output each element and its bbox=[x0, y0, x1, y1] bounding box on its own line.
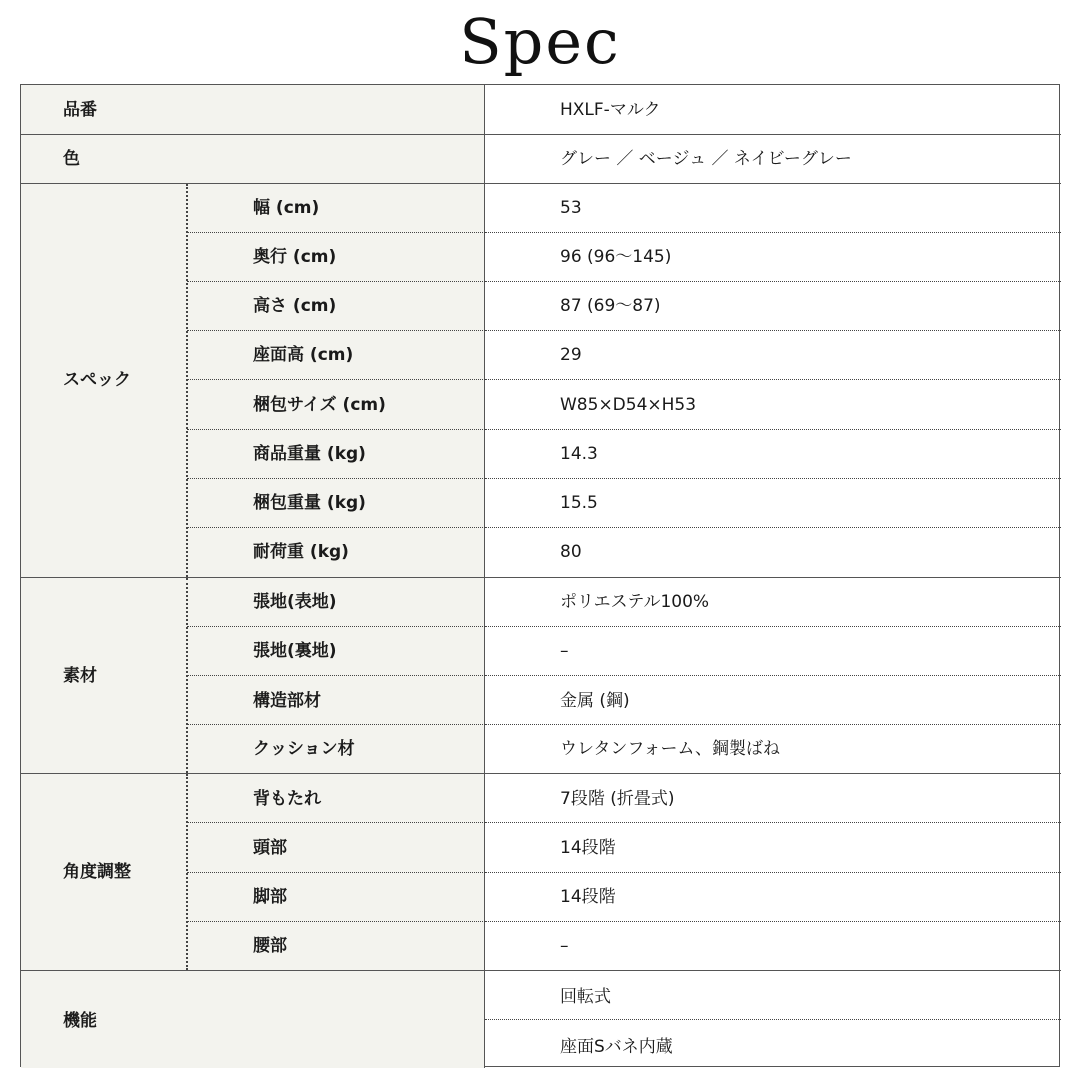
dotted-divider bbox=[485, 1019, 1061, 1020]
spec-value-height: 87 (69〜87) bbox=[560, 296, 661, 316]
group-divider-vertical bbox=[186, 184, 188, 577]
spec-value-load-capacity: 80 bbox=[560, 542, 582, 562]
material-label-upholstery-inner: 張地(裏地) bbox=[253, 641, 337, 661]
dotted-divider bbox=[187, 379, 485, 380]
dotted-divider bbox=[485, 872, 1061, 873]
dotted-divider bbox=[187, 626, 485, 627]
spec-label-depth: 奥行 (cm) bbox=[253, 247, 337, 267]
row-divider bbox=[21, 577, 1061, 578]
spec-label-package-size: 梱包サイズ (cm) bbox=[253, 395, 386, 415]
spec-value-depth: 96 (96〜145) bbox=[560, 247, 672, 267]
material-label-upholstery-outer: 張地(表地) bbox=[253, 592, 337, 612]
spec-label-seat-height: 座面高 (cm) bbox=[253, 345, 354, 365]
material-label-cushion: クッション材 bbox=[253, 739, 355, 759]
row-divider bbox=[21, 970, 1061, 971]
dotted-divider bbox=[187, 232, 485, 233]
material-value-upholstery-outer: ポリエステル100% bbox=[560, 592, 710, 612]
spec-value-package-size: W85×D54×H53 bbox=[560, 395, 697, 415]
angle-value-head: 14段階 bbox=[560, 838, 616, 858]
spec-value-product-weight: 14.3 bbox=[560, 444, 598, 464]
group-label-spec: スペック bbox=[63, 370, 131, 390]
dotted-divider bbox=[187, 527, 485, 528]
dotted-divider bbox=[187, 675, 485, 676]
dotted-divider bbox=[485, 724, 1061, 725]
angle-value-leg: 14段階 bbox=[560, 887, 616, 907]
dotted-divider bbox=[187, 281, 485, 282]
dotted-divider bbox=[485, 429, 1061, 430]
spec-label-package-weight: 梱包重量 (kg) bbox=[253, 493, 366, 513]
dotted-divider bbox=[187, 429, 485, 430]
spec-table bbox=[20, 84, 1060, 1067]
page-title: Spec bbox=[459, 5, 621, 78]
material-label-structure: 構造部材 bbox=[253, 691, 321, 711]
row-divider bbox=[21, 183, 1061, 184]
row-divider bbox=[21, 134, 1061, 135]
material-value-structure: 金属 (鋼) bbox=[560, 691, 630, 711]
function-value-spring: 座面Sバネ内蔵 bbox=[560, 1037, 673, 1057]
dotted-divider bbox=[485, 921, 1061, 922]
angle-label-backrest: 背もたれ bbox=[253, 789, 321, 809]
row-value-color: グレー ／ ベージュ ／ ネイビーグレー bbox=[560, 149, 852, 169]
angle-value-backrest: 7段階 (折畳式) bbox=[560, 789, 675, 809]
dotted-divider bbox=[485, 478, 1061, 479]
dotted-divider bbox=[187, 822, 485, 823]
group-label-function: 機能 bbox=[63, 1011, 97, 1031]
dotted-divider bbox=[485, 626, 1061, 627]
angle-label-leg: 脚部 bbox=[253, 887, 287, 907]
dotted-divider bbox=[187, 921, 485, 922]
dotted-divider bbox=[485, 527, 1061, 528]
material-value-upholstery-inner: – bbox=[560, 641, 569, 661]
dotted-divider bbox=[485, 379, 1061, 380]
dotted-divider bbox=[187, 478, 485, 479]
row-label-color: 色 bbox=[63, 149, 80, 169]
spec-label-width: 幅 (cm) bbox=[253, 198, 320, 218]
row-value-hinban: HXLF-マルク bbox=[560, 100, 661, 120]
dotted-divider bbox=[187, 330, 485, 331]
spec-value-seat-height: 29 bbox=[560, 345, 582, 365]
dotted-divider bbox=[485, 330, 1061, 331]
function-value-rotation: 回転式 bbox=[560, 987, 611, 1007]
row-divider bbox=[21, 773, 1061, 774]
dotted-divider bbox=[187, 872, 485, 873]
spec-label-load-capacity: 耐荷重 (kg) bbox=[253, 542, 349, 562]
dotted-divider bbox=[485, 232, 1061, 233]
dotted-divider bbox=[187, 724, 485, 725]
spec-label-product-weight: 商品重量 (kg) bbox=[253, 444, 366, 464]
spec-label-height: 高さ (cm) bbox=[253, 296, 337, 316]
group-label-material: 素材 bbox=[63, 666, 97, 686]
angle-value-waist: – bbox=[560, 936, 569, 956]
row-label-hinban: 品番 bbox=[63, 100, 97, 120]
group-label-angle: 角度調整 bbox=[63, 862, 131, 882]
dotted-divider bbox=[485, 675, 1061, 676]
spec-value-package-weight: 15.5 bbox=[560, 493, 598, 513]
dotted-divider bbox=[485, 281, 1061, 282]
angle-label-waist: 腰部 bbox=[253, 936, 287, 956]
spec-value-width: 53 bbox=[560, 198, 582, 218]
dotted-divider bbox=[485, 822, 1061, 823]
material-value-cushion: ウレタンフォーム、鋼製ばね bbox=[560, 739, 780, 759]
angle-label-head: 頭部 bbox=[253, 838, 287, 858]
